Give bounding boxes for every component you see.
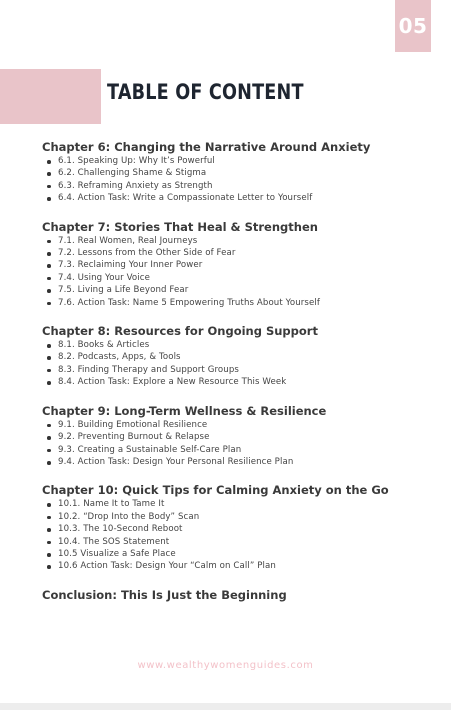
chapter-title: Conclusion: This Is Just the Beginning	[42, 587, 287, 602]
list-item: 8.1. Books & Articles	[42, 339, 437, 351]
chapter-title: Chapter 6: Changing the Narrative Around Anxiety	[42, 140, 371, 154]
list-item: 7.4. Using Your Voice	[42, 272, 437, 284]
page-number: 05	[398, 14, 428, 38]
chapter-items	[42, 155, 437, 205]
page-number-tab	[395, 0, 431, 52]
list-item: 9.1. Building Emotional Resilience	[42, 419, 437, 431]
list-item: 6.3. Reframing Anxiety as Strength	[42, 180, 437, 192]
list-item: 8.4. Action Task: Explore a New Resource This Week	[42, 376, 437, 388]
chapter-title: Chapter 7: Stories That Heal & Strengthen	[42, 219, 318, 234]
bottom-divider	[0, 703, 451, 710]
conclusion	[42, 588, 437, 602]
chapter-items	[42, 235, 437, 309]
list-item: 9.4. Action Task: Design Your Personal Resilience Plan	[42, 456, 437, 468]
list-item: 6.4. Action Task: Write a Compassionate Letter to Yourself	[42, 192, 437, 204]
list-item: 7.2. Lessons from the Other Side of Fear	[42, 247, 437, 259]
list-item: 6.2. Challenging Shame & Stigma	[42, 167, 437, 179]
footer-website-url: www.wealthywomenguides.com	[137, 660, 314, 671]
list-item: 10.1. Name It to Tame It	[42, 498, 437, 510]
list-item: 7.6. Action Task: Name 5 Empowering Truths About Yourself	[42, 297, 437, 309]
chapter-title: Chapter 9: Long-Term Wellness & Resilience	[42, 403, 327, 418]
list-item: 7.1. Real Women, Real Journeys	[42, 235, 437, 247]
list-item: 10.5 Visualize a Safe Place	[42, 548, 437, 560]
chapter-items	[42, 339, 437, 389]
chapter-6	[42, 140, 437, 205]
chapter-title: Chapter 10: Quick Tips for Calming Anxiety on the Go	[42, 483, 389, 498]
table-of-contents	[42, 140, 437, 617]
chapter-title: Chapter 8: Resources for Ongoing Support	[42, 324, 318, 339]
list-item: 8.2. Podcasts, Apps, & Tools	[42, 351, 437, 363]
list-item: 10.4. The SOS Statement	[42, 536, 437, 548]
chapter-7	[42, 220, 437, 309]
list-item: 7.5. Living a Life Beyond Fear	[42, 284, 437, 296]
list-item: 9.2. Preventing Burnout & Relapse	[42, 431, 437, 443]
decorative-pink-band	[0, 69, 101, 124]
list-item: 10.3. The 10-Second Reboot	[42, 523, 437, 535]
list-item: 8.3. Finding Therapy and Support Groups	[42, 364, 437, 376]
list-item: 10.6 Action Task: Design Your “Calm on Call” Plan	[42, 560, 437, 572]
chapter-items	[42, 419, 437, 469]
list-item: 7.3. Reclaiming Your Inner Power	[42, 259, 437, 271]
chapter-10	[42, 483, 437, 572]
page-title: TABLE OF CONTENT	[107, 80, 304, 104]
chapter-items	[42, 498, 437, 572]
chapter-8	[42, 324, 437, 389]
list-item: 9.3. Creating a Sustainable Self-Care Plan	[42, 444, 437, 456]
list-item: 10.2. “Drop Into the Body” Scan	[42, 511, 437, 523]
chapter-9	[42, 404, 437, 469]
list-item: 6.1. Speaking Up: Why It’s Powerful	[42, 155, 437, 167]
